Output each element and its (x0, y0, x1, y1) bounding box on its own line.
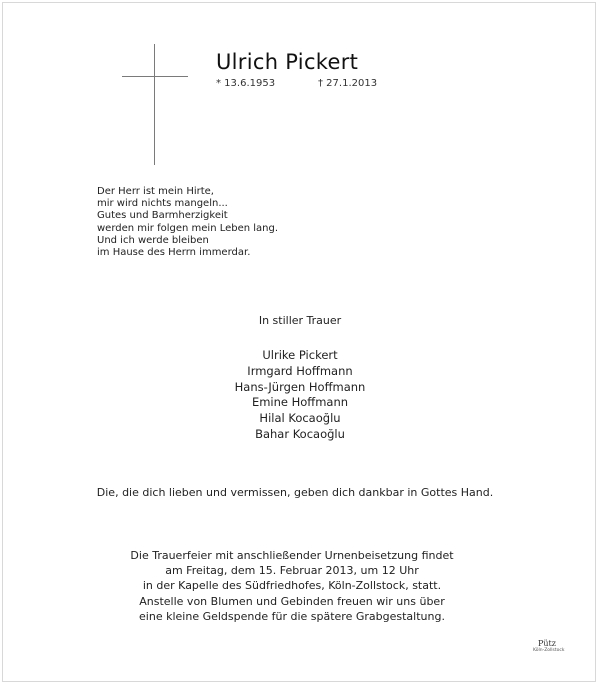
psalm-verse (97, 186, 278, 259)
cross-vertical-bar (154, 44, 155, 165)
psalm-line: Gutes und Barmherzigkeit (97, 210, 228, 222)
mourner-name: Hans-Jürgen Hoffmann (234, 379, 366, 394)
psalm-line: Der Herr ist mein Hirte, (97, 186, 214, 197)
psalm-line: mir wird nichts mangeln... (97, 198, 228, 210)
funeral-line: Die Trauerfeier mit anschließender Urnenbeisetzung findet (130, 549, 454, 562)
mourner-name: Hilal Kocaoğlu (259, 411, 341, 426)
mourning-heading: In stiller Trauer (258, 314, 342, 327)
deceased-name: Ulrich Pickert (216, 50, 359, 74)
funeral-line: eine kleine Geldspende für die spätere Grabgestaltung. (139, 609, 445, 623)
logo-location: Köln-Zollstock (533, 648, 565, 653)
funeral-details (0, 548, 584, 624)
death-date: † 27.1.2013 (318, 78, 378, 89)
mourner-name: Emine Hoffmann (251, 395, 349, 410)
logo-name: Pütz (538, 639, 556, 648)
funeral-line: Anstelle von Blumen und Gebinden freuen wir uns über (139, 594, 445, 608)
cross-horizontal-bar (122, 76, 188, 77)
mourner-name: Ulrike Pickert (262, 348, 338, 362)
funeral-line: in der Kapelle des Südfriedhofes, Köln-Zollstock, statt. (142, 579, 442, 593)
mourner-name: Irmgard Hoffmann (247, 363, 353, 378)
mourner-name: Bahar Kocaoğlu (255, 426, 345, 441)
birth-date: * 13.6.1953 (216, 78, 276, 89)
mourner-list (0, 348, 600, 443)
psalm-line: werden mir folgen mein Leben lang. (97, 222, 279, 234)
closing-line: Die, die dich lieben und vermissen, geben dich dankbar in Gottes Hand. (96, 486, 494, 499)
psalm-line: im Hause des Herrn immerdar. (97, 247, 251, 259)
psalm-line: Und ich werde bleiben (97, 234, 209, 246)
funeral-line: am Freitag, dem 15. Februar 2013, um 12 Uhr (165, 564, 419, 578)
